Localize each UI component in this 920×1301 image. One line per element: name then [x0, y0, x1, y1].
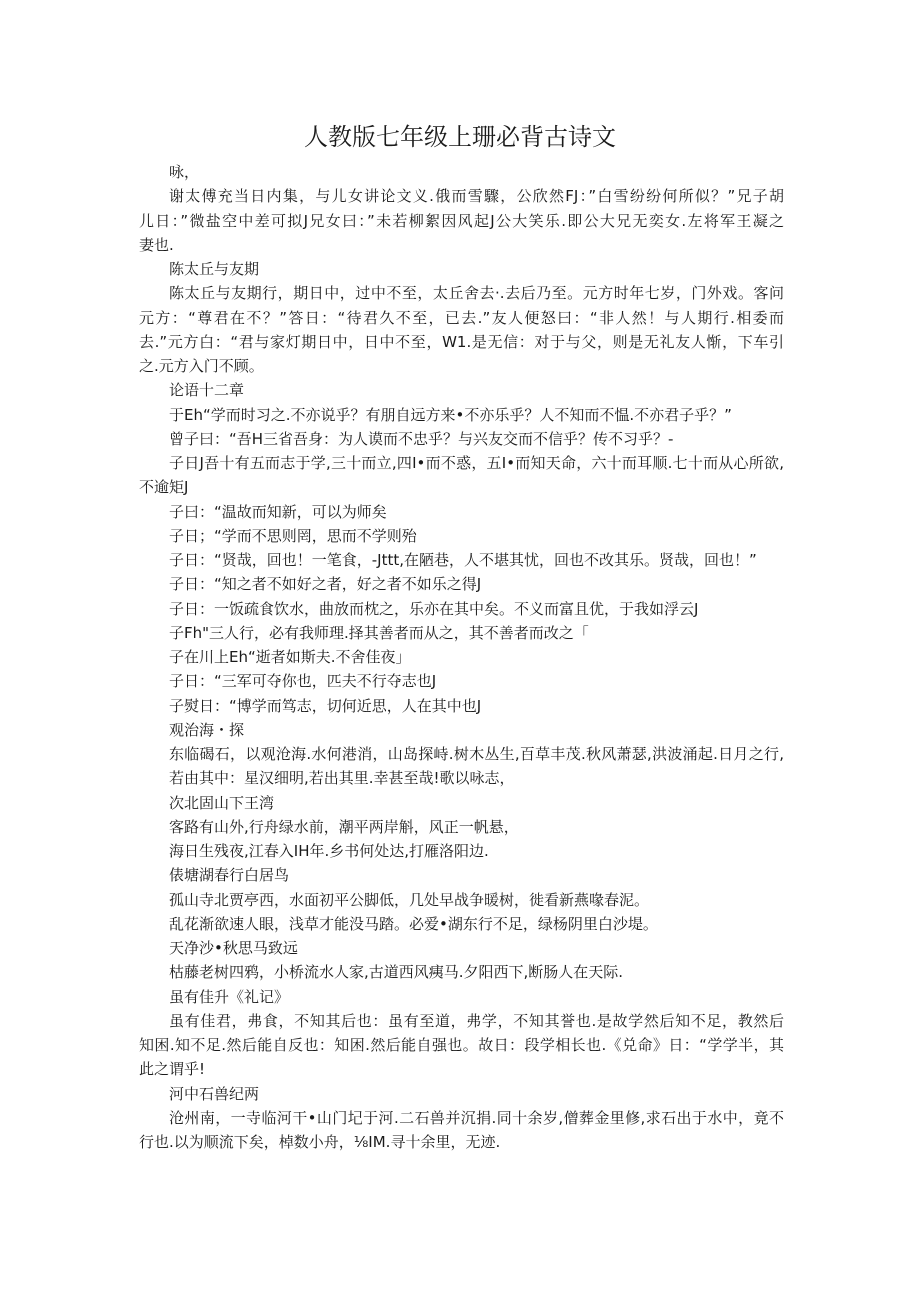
text-line: 孤山寺北贾亭西，水面初平公脚低，几处早战争暖树，徙看新燕喙春泥。: [169, 890, 650, 909]
text-line: 子日：一饭疏食饮水，曲放而枕之，乐亦在其中矣。不义而富且优，于我如浮云J: [169, 599, 699, 618]
text-line: 次北固山下王湾: [169, 793, 275, 812]
text-line: 元方：“尊君在不？”答日：“待君久不至，已去.”友人便怒曰：“非人然！与人期行.相委而: [139, 308, 784, 327]
text-line: 儿日：”微盐空中差可拟J兄女曰：”未若柳絮因风起J公大笑乐.即公大兄无奕女.左将军王凝之: [139, 211, 784, 230]
text-line: 子日；“学而不思则罔，思而不学则殆: [169, 526, 417, 545]
text-line: 谢太傅充当日内集，与儿女讲论文义.俄而雪驟，公欣然FJ：”白雪纷纷何所似？”兄子胡: [169, 187, 784, 206]
text-line: 行也.以为顺流下矣，棹数小舟，⅛IM.寻十余里，无迹.: [139, 1133, 501, 1151]
text-line: 子Fh"三人行，必有我师理.择其善者而从之，其不善者而改之「: [169, 623, 589, 642]
text-line: 此之谓乎!: [139, 1060, 206, 1079]
text-line: 河中石兽纪两: [169, 1084, 260, 1103]
text-line: 客路有山外,行舟绿水前，潮平两岸斛，风正一帆悬，: [169, 817, 519, 836]
text-line: 陈太丘与友期: [169, 260, 260, 278]
text-line: 枯藤老树四鸦，小桥流水人家,古道西风痍马.夕阳西下,断肠人在天际.: [169, 963, 624, 982]
text-line: 子日：“知之者不如好之者，好之者不如乐之得J: [169, 575, 482, 594]
text-line: 子曰：“温故而知新，可以为师矣: [169, 502, 387, 521]
text-line: 论语十二章: [169, 381, 245, 400]
text-line: 观治海・探: [169, 720, 245, 739]
text-line: 乱花渐欲速人眼，浅草才能没马踏。必爱•湖东行不足，绿杨阴里白沙堤。: [169, 914, 658, 933]
text-line: 之.元方入门不顾。: [139, 357, 264, 375]
text-line: 子日J吾十有五而志于学,三十而立,四I•而不惑，五I•而知天命，六十而耳顺.七十而从心所欲,: [169, 454, 784, 472]
text-line: 子熨日：“博学而笃志，切何近思，人在其中也J: [169, 696, 482, 715]
text-line: 虽有佳君，弗食，不知其后也：虽有至道，弗学，不知其誉也.是故学然后知不足，教然后: [169, 1011, 784, 1030]
text-line: 虽有佳升《礼记》: [169, 987, 290, 1006]
text-line: 陈太丘与友期行，期日中，过中不至，太丘舍去·.去后乃至。元方时年七岁，门外戏。客问: [169, 284, 784, 303]
document-body: [139, 160, 784, 1154]
text-line: 曾子曰：“吾H三省吾身：为人谟而不忠乎？与兴友交而不信乎？传不习乎？-: [169, 429, 674, 448]
text-line: 妻也.: [139, 235, 174, 254]
text-line: 东临碣石，以观沧海.水何港消，山岛探峙.树木丛生,百草丰茂.秋风萧瑟,洪波涌起.日月之行,: [169, 745, 784, 763]
text-line: 咏，: [169, 163, 200, 181]
text-line: 海日生残夜,江春入IH年.乡书何处达,打雁洛阳边.: [169, 842, 489, 860]
text-line: 于Eh“学而时习之.不亦说乎？有朋自远方来•不亦乐乎？人不知而不愠.不亦君子乎？”: [169, 405, 732, 424]
document-title: 人教版七年级上珊必背古诗文: [304, 123, 616, 151]
text-line: 俵塘湖春行白居鸟: [169, 866, 290, 885]
text-line: 子日：“贤哉，回也！一笔食，-Jttt,在陋巷，人不堪其忧，回也不改其乐。贤哉，回也！”: [169, 551, 757, 569]
text-line: 若由其中：星汉细明,若出其里.幸甚至哉!歌以咏志，: [169, 769, 515, 788]
text-line: 知困.知不足.然后能自反也：知困.然后能自强也。故日：段学相长也.《兑命》日：“学学半，其: [139, 1036, 784, 1054]
text-line: 子在川上Eh“逝者如斯夫.不舍佳夜」: [169, 648, 411, 666]
text-line: 天净沙•秋思马致远: [169, 939, 298, 957]
text-line: 沧州南，一寺临河干•山门圮于河.二石兽并沉捐.同十余岁,僧葬金里修,求石出于水中，竟不: [169, 1108, 784, 1127]
text-line: 去.”元方白：“君与家灯期日中，日中不至，W1.是无信：对于与父，则是无礼友人惭，下车引: [139, 332, 784, 351]
text-line: 不逾矩J: [139, 478, 189, 497]
text-line: 子日：“三军可夺你也，匹夫不行夺志也J: [169, 672, 437, 691]
